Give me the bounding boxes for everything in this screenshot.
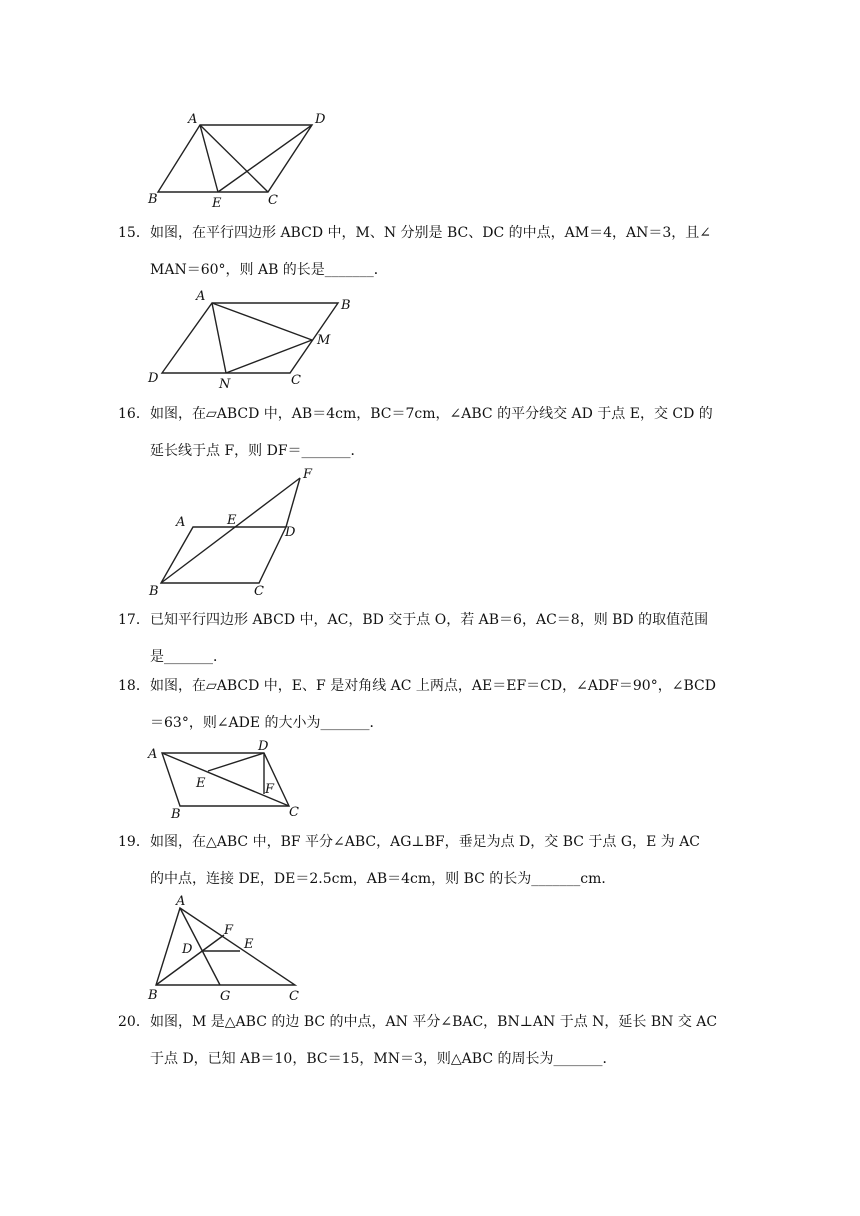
- figure-q18-svg: [140, 736, 340, 826]
- label-e: E: [196, 776, 206, 791]
- label-d: D: [148, 371, 159, 386]
- label-e: E: [244, 937, 254, 952]
- question-text-line1: 如图，在平行四边形 ABCD 中，M、N 分别是 BC、DC 的中点，AM＝4，AN＝3，且∠: [150, 225, 711, 241]
- question-19: [118, 824, 738, 898]
- segment-de: [218, 125, 312, 192]
- segment-ae: [200, 125, 218, 192]
- segment-nm: [226, 340, 312, 373]
- label-n: N: [219, 377, 231, 392]
- triangle-abc: [156, 908, 295, 985]
- question-number: 17．: [118, 612, 150, 628]
- label-d: D: [315, 112, 326, 127]
- segment-ac: [200, 125, 268, 192]
- label-d: D: [285, 525, 296, 540]
- figure-q18: [140, 736, 340, 826]
- label-b: B: [341, 298, 351, 313]
- segment-an: [212, 303, 226, 373]
- label-a: A: [188, 112, 198, 127]
- segment-df: [286, 478, 300, 527]
- label-d: D: [182, 942, 193, 957]
- label-b: B: [148, 988, 158, 1003]
- question-17: [118, 602, 738, 676]
- question-15: [118, 215, 738, 289]
- question-number: 19．: [118, 834, 150, 850]
- label-b: B: [171, 807, 181, 822]
- label-f: F: [265, 782, 275, 797]
- figure-q16: [140, 462, 340, 602]
- figure-q15: [140, 285, 370, 395]
- label-c: C: [254, 584, 264, 599]
- parallelogram-abcd: [158, 125, 312, 192]
- label-f: F: [224, 923, 234, 938]
- question-number: 20．: [118, 1014, 150, 1030]
- question-text-line1: 如图，M 是△ABC 的边 BC 的中点，AN 平分∠BAC，BN⊥AN 于点 N，延长 BN 交 AC: [150, 1014, 718, 1030]
- label-b: B: [149, 584, 159, 599]
- question-number: 15．: [118, 225, 150, 241]
- figure-q16-svg: [140, 462, 340, 602]
- question-text-line2: 的中点，连接 DE，DE＝2.5cm，AB＝4cm，则 BC 的长为_______cm．: [150, 871, 616, 887]
- label-d: D: [258, 739, 269, 754]
- label-c: C: [268, 193, 278, 208]
- question-text-line2: 延长线于点 F，则 DF＝_______．: [150, 443, 365, 459]
- question-text-line1: 已知平行四边形 ABCD 中，AC，BD 交于点 O，若 AB＝6，AC＝8，则 BD 的取值范围: [150, 612, 709, 628]
- label-g: G: [220, 989, 231, 1004]
- label-m: M: [317, 333, 331, 348]
- label-a: A: [176, 894, 186, 909]
- question-text-line2: ＝63°，则∠ADE 的大小为_______．: [150, 715, 384, 731]
- label-f: F: [303, 467, 313, 482]
- segment-ac: [162, 753, 289, 806]
- label-c: C: [289, 989, 299, 1004]
- segment-am: [212, 303, 312, 340]
- segment-bf: [161, 478, 300, 583]
- question-number: 18．: [118, 678, 150, 694]
- figure-q14: [140, 105, 360, 215]
- figure-q19-svg: [140, 890, 320, 1006]
- label-c: C: [289, 805, 299, 820]
- label-b: B: [148, 192, 158, 207]
- question-text-line1: 如图，在▱ABCD 中，E、F 是对角线 AC 上两点，AE＝EF＝CD，∠ADF＝90°，∠BCD: [150, 678, 716, 694]
- question-16: [118, 396, 738, 470]
- question-20: [118, 1004, 738, 1078]
- question-number: 16．: [118, 406, 150, 422]
- question-text-line2: 是_______．: [150, 649, 227, 665]
- segment-de: [208, 753, 264, 771]
- question-18: [118, 668, 738, 742]
- figure-q15-svg: [140, 285, 370, 395]
- label-a: A: [176, 515, 186, 530]
- label-e: E: [212, 196, 222, 211]
- question-text-line1: 如图，在△ABC 中，BF 平分∠ABC，AG⊥BF，垂足为点 D，交 BC 于点 G，E 为 AC: [150, 834, 701, 850]
- label-c: C: [291, 373, 301, 388]
- figure-q14-svg: [140, 105, 360, 215]
- question-text-line1: 如图，在▱ABCD 中，AB＝4cm，BC＝7cm，∠ABC 的平分线交 AD 于点 E，交 CD 的: [150, 406, 713, 422]
- parallelogram-abcd: [162, 303, 338, 373]
- label-a: A: [148, 747, 158, 762]
- figure-q19: [140, 890, 320, 1006]
- question-text-line2: 于点 D，已知 AB＝10，BC＝15，MN＝3，则△ABC 的周长为_______．: [150, 1051, 617, 1067]
- question-text-line2: MAN＝60°，则 AB 的长是_______．: [150, 262, 388, 278]
- label-e: E: [227, 513, 237, 528]
- label-a: A: [196, 289, 206, 304]
